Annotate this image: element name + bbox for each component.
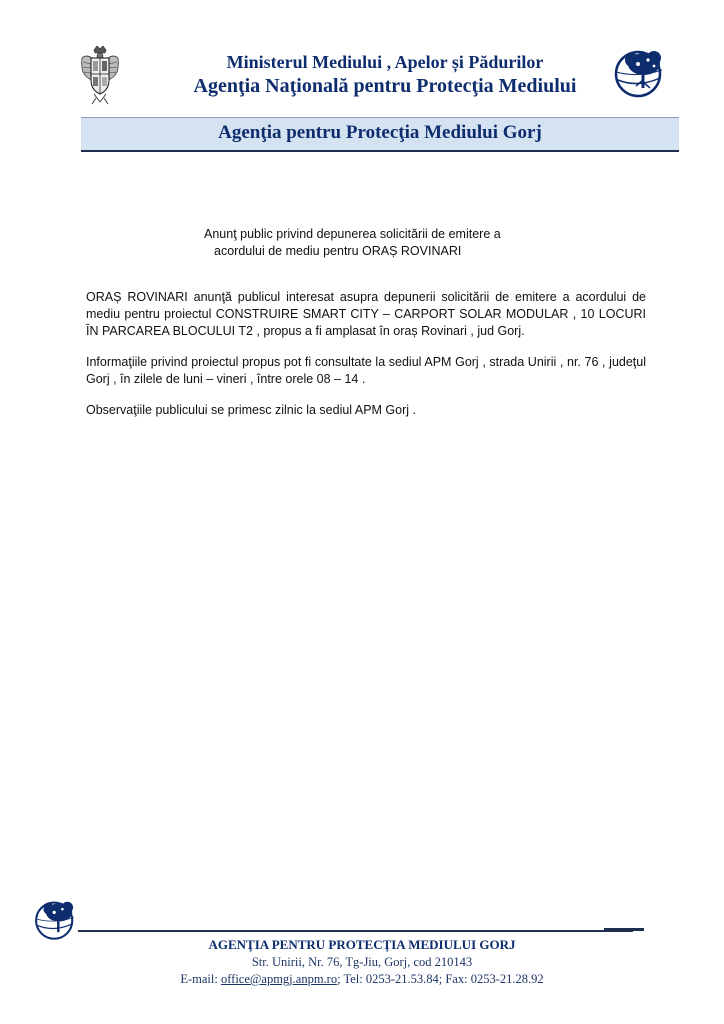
anpm-globe-tree-logo-icon [30,896,80,942]
notice-title-line-1: Anunţ public privind depunerea solicitării de emitere a [204,227,501,241]
national-agency-name: Agenţia Naţională pentru Protecţia Mediului [193,75,577,97]
banner-title: Agenţia pentru Protecţia Mediului Gorj [218,122,542,143]
ministry-name: Ministerul Mediului , Apelor și Pădurilor [226,52,544,72]
email-link[interactable]: office@apmgj.anpm.ro [220,972,338,986]
footer-divider [78,930,633,932]
footer-contact [0,972,724,987]
consultation-paragraph: Informaţiile privind proiectul propus pot fi consultate la sediul APM Gorj , strada Unirii , nr. 76 , judeţul Gorj , în zilele de luni – vineri , între orele 08 – 14 . [86,355,646,386]
notice-title-line-2: acordului de mediu pentru ORAȘ ROVINARI [214,244,462,258]
announcement-paragraph: ORAȘ ROVINARI anunţă publicul interesat asupra depunerii solicitării de emitere a acordului de mediu pentru proiectul CONSTRUIRE SMART CITY – CARPORT SOLAR MODULAR , 10 LOCURI ÎN PARCAREA BLOCULUI T2 , propus a fi amplasat în oraș Rovinari , jud Gorj. [86,290,646,338]
email-label: E-mail: [180,972,221,986]
phone-fax: ; Tel: 0253-21.53.84; Fax: 0253-21.28.92 [337,972,544,986]
footer-divider-accent [604,928,644,931]
romanian-coat-of-arms-icon [80,44,120,108]
footer-address: Str. Unirii, Nr. 76, Tg-Jiu, Gorj, cod 210143 [251,955,473,969]
observations-paragraph: Observaţiile publicului se primesc zilnic la sediul APM Gorj . [86,403,416,417]
agency-banner [81,117,679,152]
footer-agency-name: AGENŢIA PENTRU PROTECŢIA MEDIULUI GORJ [208,937,516,952]
anpm-globe-tree-logo-icon [610,44,668,100]
